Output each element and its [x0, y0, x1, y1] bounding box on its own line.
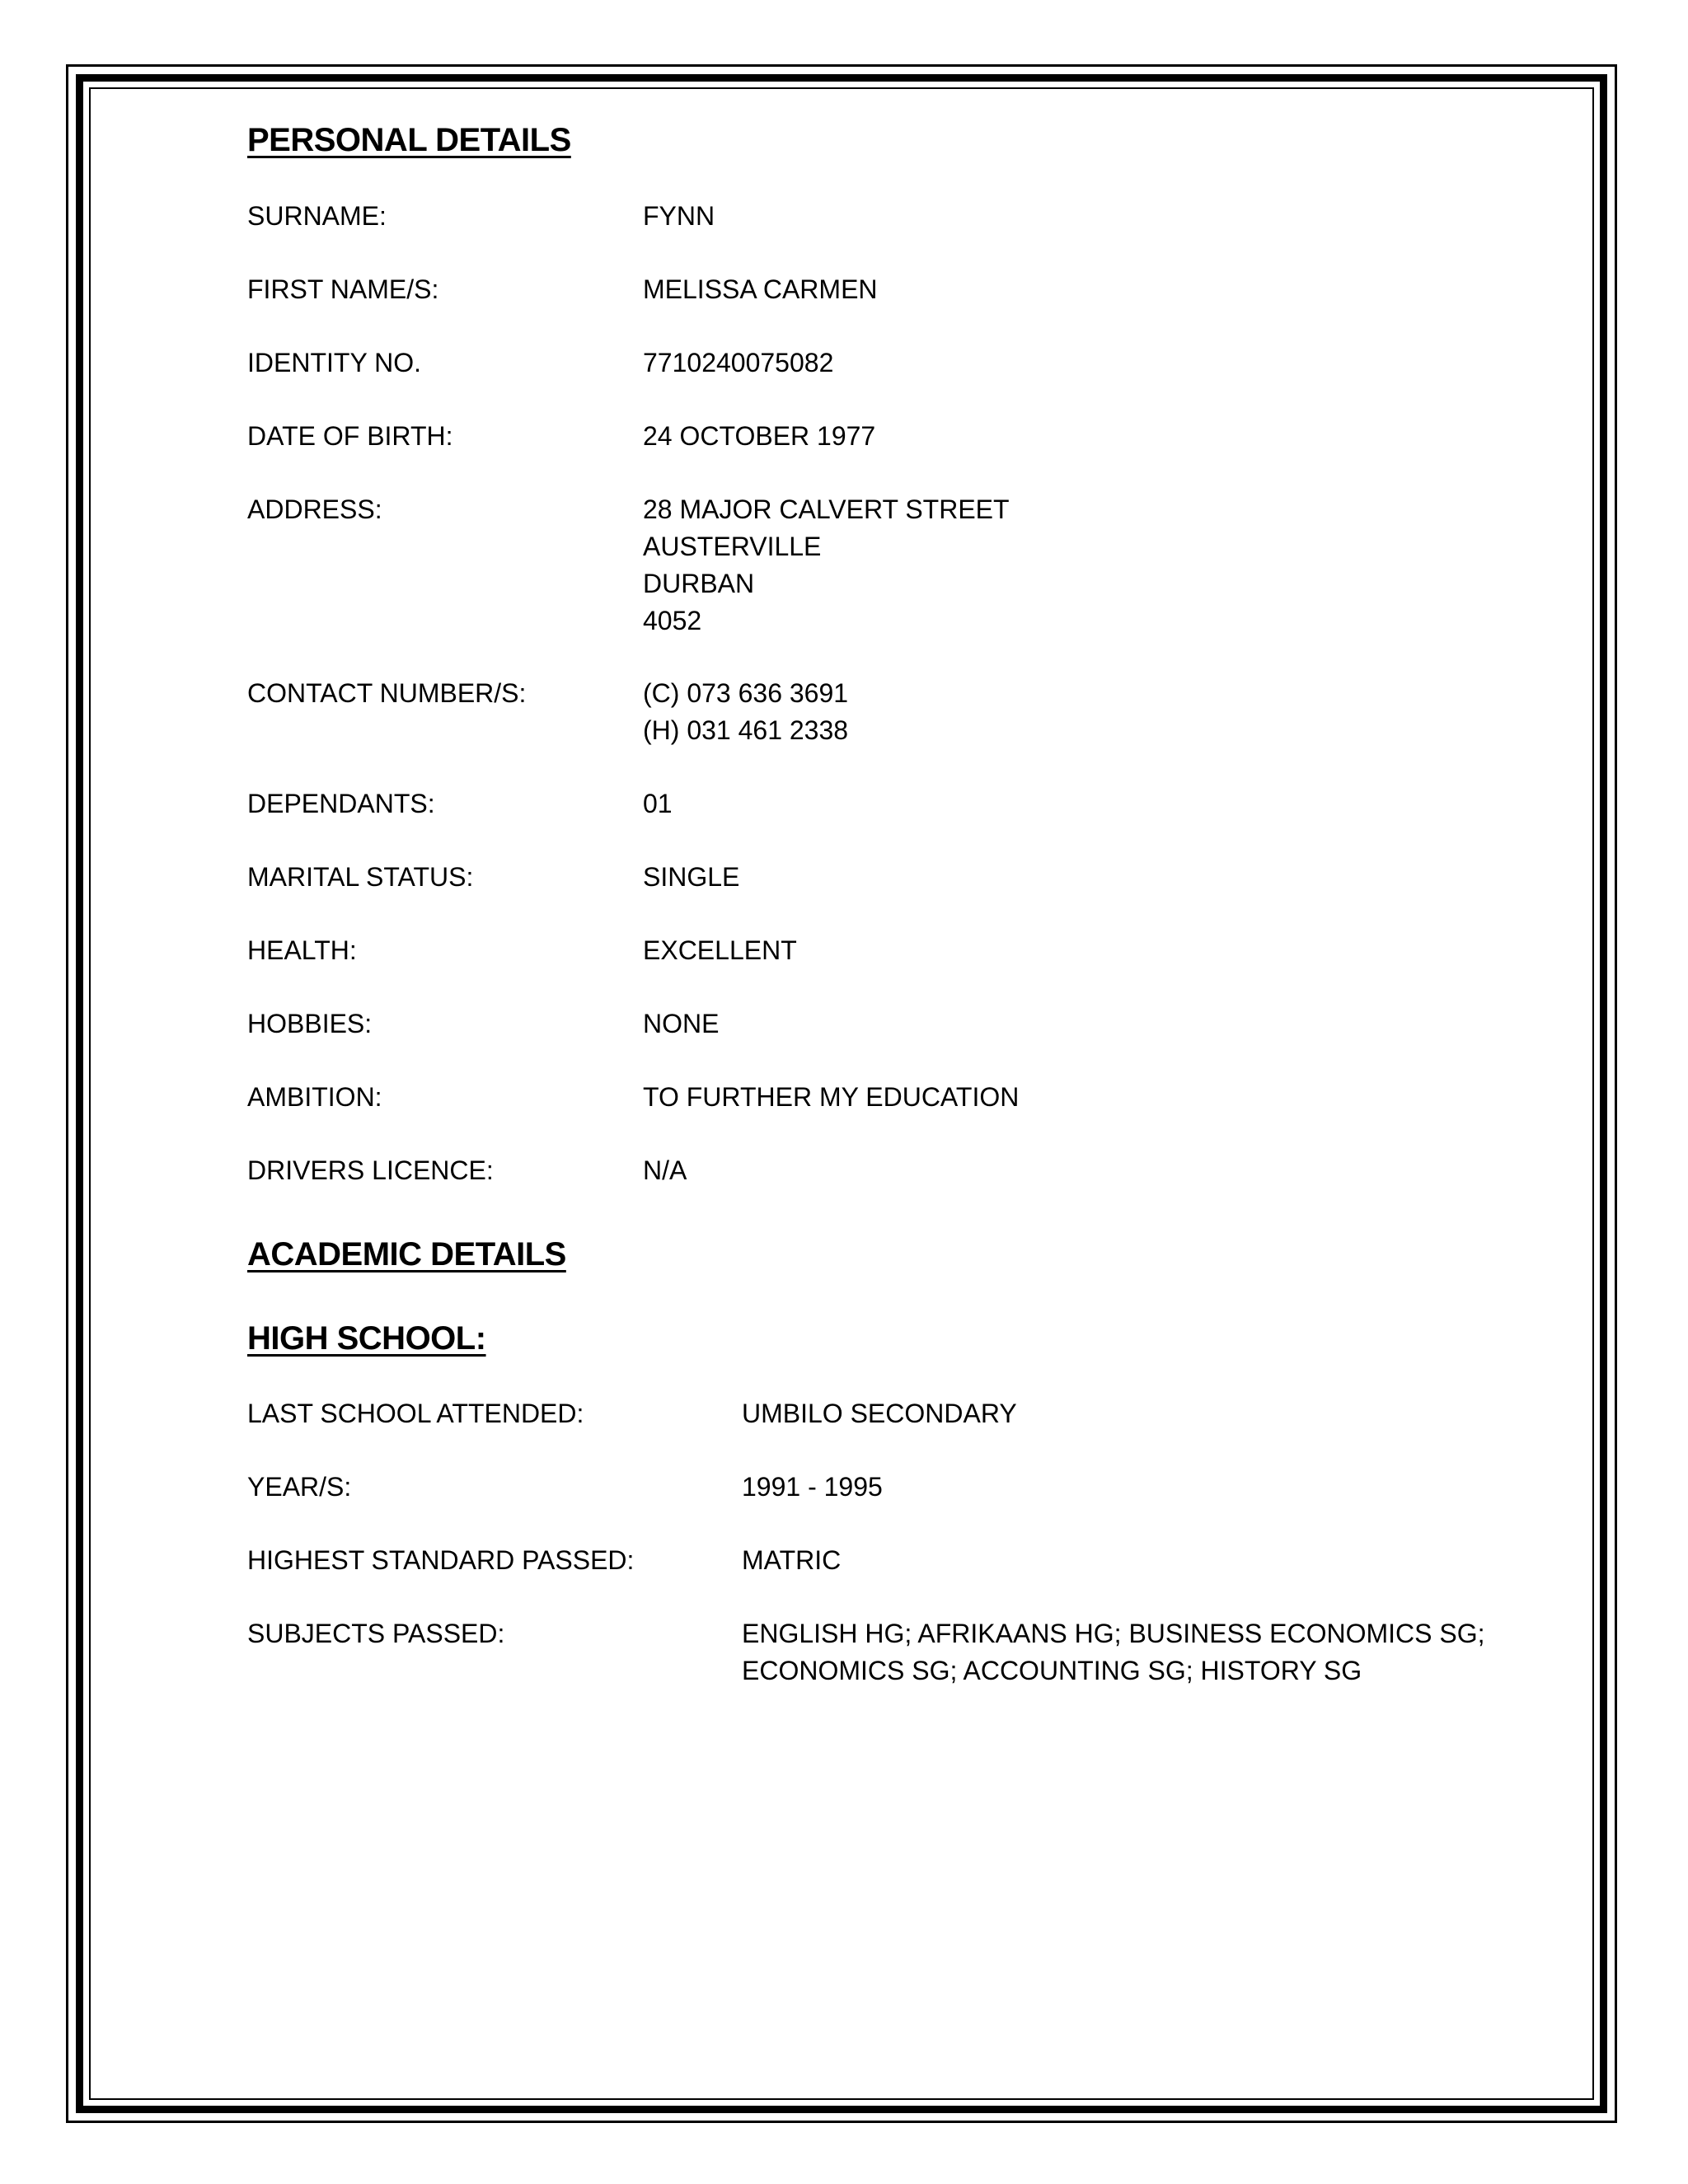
field-row-subjects-passed — [247, 1615, 1533, 1690]
field-row-hobbies — [247, 1005, 1533, 1043]
field-value-line: DURBAN — [643, 569, 755, 598]
field-value-line: ENGLISH HG; AFRIKAANS HG; BUSINESS ECONOMICS SG; — [742, 1619, 1485, 1648]
field-value-line: SINGLE — [643, 862, 740, 892]
field-label: DEPENDANTS: — [247, 789, 435, 818]
field-label: FIRST NAME/S: — [247, 274, 439, 304]
field-label: HOBBIES: — [247, 1009, 373, 1038]
field-label: SUBJECTS PASSED: — [247, 1619, 505, 1648]
field-value — [643, 785, 1533, 823]
field-value-line: N/A — [643, 1155, 687, 1185]
field-value-line: ECONOMICS SG; ACCOUNTING SG; HISTORY SG — [742, 1656, 1362, 1685]
field-row-surname — [247, 198, 1533, 235]
field-value-line: (H) 031 461 2338 — [643, 715, 849, 745]
field-row-identity-no — [247, 344, 1533, 382]
field-label: MARITAL STATUS: — [247, 862, 474, 892]
field-row-ambition — [247, 1079, 1533, 1116]
field-label: SURNAME: — [247, 201, 387, 231]
field-value-line: 01 — [643, 789, 673, 818]
field-value-line: AUSTERVILLE — [643, 532, 822, 561]
field-value-line: 4052 — [643, 606, 702, 635]
field-label: ADDRESS: — [247, 494, 382, 524]
field-row-dependants — [247, 785, 1533, 823]
field-label: LAST SCHOOL ATTENDED: — [247, 1399, 584, 1428]
field-label: HIGHEST STANDARD PASSED: — [247, 1545, 635, 1575]
field-value — [742, 1395, 1533, 1432]
field-row-drivers-licence — [247, 1152, 1533, 1189]
field-row-date-of-birth — [247, 418, 1533, 455]
field-label: HEALTH: — [247, 935, 357, 965]
field-label: DATE OF BIRTH: — [247, 421, 453, 451]
field-value — [643, 1079, 1533, 1116]
field-label: DRIVERS LICENCE: — [247, 1155, 494, 1185]
field-row-first-names — [247, 271, 1533, 308]
field-label: AMBITION: — [247, 1082, 382, 1112]
field-value — [643, 1005, 1533, 1043]
field-label: CONTACT NUMBER/S: — [247, 678, 527, 708]
field-row-health — [247, 932, 1533, 969]
field-row-contact-numbers — [247, 675, 1533, 749]
field-value — [643, 271, 1533, 308]
high-school-heading: HIGH SCHOOL: — [247, 1320, 486, 1357]
field-row-highest-standard — [247, 1542, 1533, 1579]
field-row-address — [247, 491, 1533, 640]
field-row-last-school — [247, 1395, 1533, 1432]
field-value-line: MATRIC — [742, 1545, 842, 1575]
field-label: IDENTITY NO. — [247, 348, 421, 377]
field-row-marital-status — [247, 859, 1533, 896]
field-row-years — [247, 1469, 1533, 1506]
field-value-line: EXCELLENT — [643, 935, 797, 965]
field-value — [643, 1152, 1533, 1189]
field-value — [742, 1469, 1533, 1506]
field-value-line: 1991 - 1995 — [742, 1472, 883, 1502]
field-value-line: MELISSA CARMEN — [643, 274, 878, 304]
field-value — [643, 344, 1533, 382]
field-value — [742, 1615, 1533, 1690]
field-value — [643, 675, 1533, 749]
field-value — [643, 491, 1533, 640]
personal-details-heading: PERSONAL DETAILS — [247, 122, 571, 158]
field-value-line: FYNN — [643, 201, 715, 231]
field-value — [643, 932, 1533, 969]
field-value-line: 28 MAJOR CALVERT STREET — [643, 494, 1010, 524]
field-value-line: (C) 073 636 3691 — [643, 678, 849, 708]
field-value-line: 7710240075082 — [643, 348, 834, 377]
field-value-line: NONE — [643, 1009, 720, 1038]
academic-details-heading: ACADEMIC DETAILS — [247, 1236, 566, 1272]
field-value — [643, 418, 1533, 455]
field-value-line: TO FURTHER MY EDUCATION — [643, 1082, 1020, 1112]
field-value — [643, 859, 1533, 896]
field-value-line: UMBILO SECONDARY — [742, 1399, 1017, 1428]
field-value — [643, 198, 1533, 235]
field-label: YEAR/S: — [247, 1472, 352, 1502]
field-value — [742, 1542, 1533, 1579]
field-value-line: 24 OCTOBER 1977 — [643, 421, 876, 451]
